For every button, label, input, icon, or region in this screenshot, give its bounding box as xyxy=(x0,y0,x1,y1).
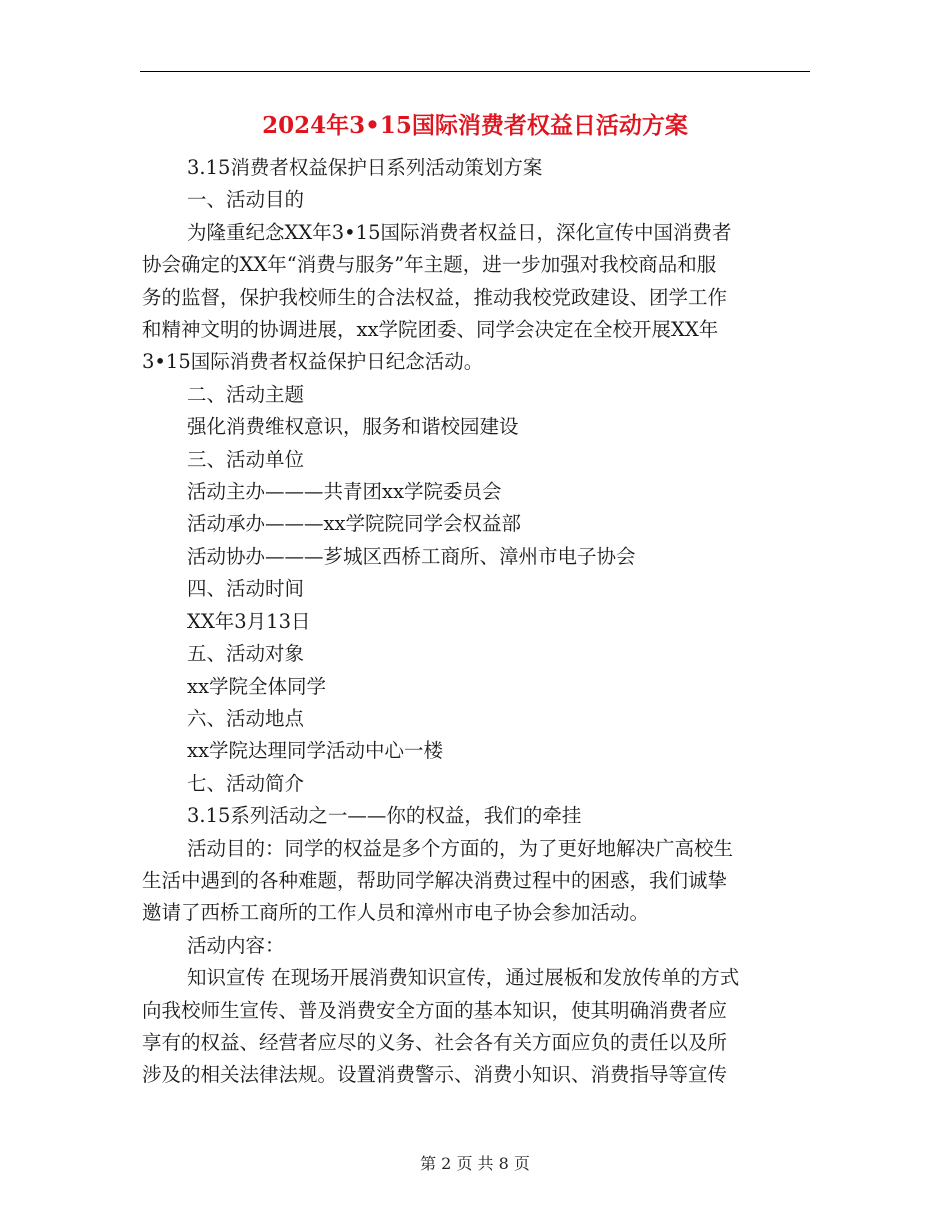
text-line: 活动协办———芗城区西桥工商所、漳州市电子协会 xyxy=(187,544,636,568)
text-line: 生活中遇到的各种难题，帮助同学解决消费过程中的困惑，我们诚挚 xyxy=(142,868,728,892)
text-line: 务的监督，保护我校师生的合法权益，推动我校党政建设、团学工作 xyxy=(142,285,728,309)
text-line: 邀请了西桥工商所的工作人员和漳州市电子协会参加活动。 xyxy=(142,901,650,925)
text-line: 二、活动主题 xyxy=(187,382,305,406)
text-line: 3•15国际消费者权益保护日纪念活动。 xyxy=(142,350,484,374)
text-line: 协会确定的XX年“消费与服务”年主题，进一步加强对我校商品和服 xyxy=(142,253,717,277)
text-line: 活动承办———xx学院院同学会权益部 xyxy=(187,512,521,536)
text-line: 涉及的相关法律法规。设置消费警示、消费小知识、消费指导等宣传 xyxy=(142,1063,728,1087)
text-line: xx学院全体同学 xyxy=(187,674,326,698)
text-line: 和精神文明的协调进展，xx学院团委、同学会决定在全校开展XX年 xyxy=(142,318,719,342)
header-rule xyxy=(140,71,810,72)
page-number-footer: 第 2 页 共 8 页 xyxy=(420,1154,530,1173)
text-line: 为隆重纪念XX年3•15国际消费者权益日，深化宣传中国消费者 xyxy=(187,220,732,244)
text-line: 活动目的：同学的权益是多个方面的，为了更好地解决广高校生 xyxy=(187,836,734,860)
text-line: 向我校师生宣传、普及消费安全方面的基本知识，使其明确消费者应 xyxy=(142,998,728,1022)
document-title: 2024年3•15国际消费者权益日活动方案 xyxy=(262,112,688,139)
text-line: 活动内容： xyxy=(187,933,285,957)
text-line: 四、活动时间 xyxy=(187,577,305,601)
text-line: 五、活动对象 xyxy=(187,642,305,666)
text-line: xx学院达理同学活动中心一楼 xyxy=(187,739,443,763)
text-line: 三、活动单位 xyxy=(187,447,305,471)
text-line: 七、活动简介 xyxy=(187,771,305,795)
text-line: XX年3月13日 xyxy=(187,609,311,633)
text-line: 一、活动目的 xyxy=(187,188,305,212)
text-line: 知识宣传 在现场开展消费知识宣传，通过展板和发放传单的方式 xyxy=(187,966,740,990)
text-line: 活动主办———共青团xx学院委员会 xyxy=(187,480,502,504)
text-line: 六、活动地点 xyxy=(187,706,305,730)
document-body xyxy=(142,152,810,1092)
text-line: 3.15消费者权益保护日系列活动策划方案 xyxy=(187,156,543,179)
text-line: 3.15系列活动之一——你的权益，我们的牵挂 xyxy=(187,804,582,828)
text-line: 强化消费维权意识，服务和谐校园建设 xyxy=(187,415,519,439)
text-line: 享有的权益、经营者应尽的义务、社会各有关方面应负的责任以及所 xyxy=(142,1030,728,1054)
